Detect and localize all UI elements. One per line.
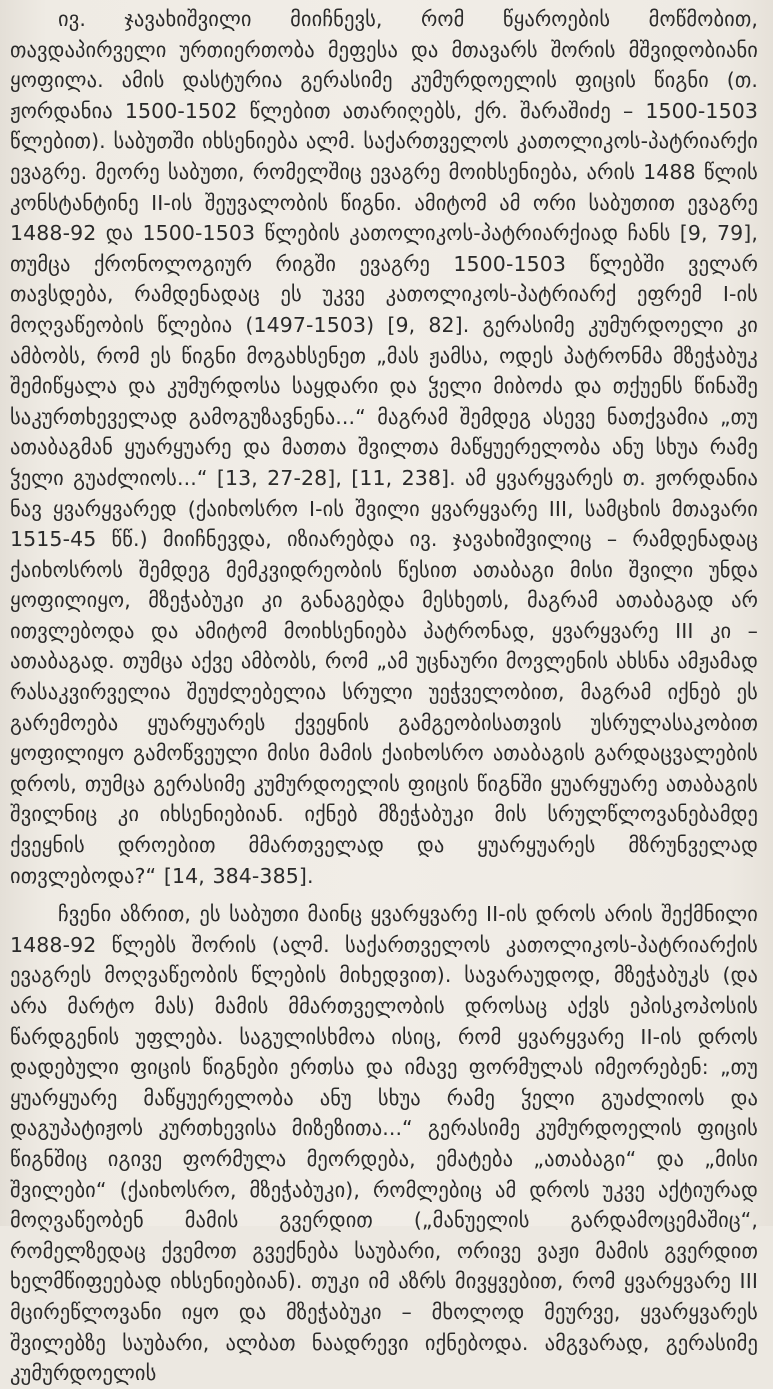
paragraph-2: ჩვენი აზრით, ეს საბუთი მაინც ყვარყვარე II-ის დროს არის შექმნილი 1488-92 წლებს შორის (ალმ. საქართველოს კათოლიკოს-პატრიარქის ევაგრეს მოღვაწეობის წლების მიხედვით). სავარაუდოდ, მზეჭაბუკს (და არა მარტო მას) მამის მმართველობის დროსაც აქვს ეპისკოპოსის წარდგენის უფლება. საგულისხმოა ისიც, რომ ყვარყვარე II-ის დროს დადებული ფიცის წიგნები ერთსა და იმავე ფორმულას იმეორებენ: „თუ ყუარყუარე მაწყუერელობა ანუ სხუა რამე ჴელი გუაძლიოს და დაგუპატიჟოს კურთხევისა მიზეზითა...“ გერასიმე კუმურდოელის ფიცის წიგნშიც იგივე ფორმულა მეორდება, ემატება „ათაბაგი“ და „მისი შვილები“ (ქაიხოსრო, მზეჭაბუკი), რომლებიც ამ დროს უკვე აქტიურად მოღვაწეობენ მამის გვერდით („მანუელის გარდამოცემაშიც“, რომელზედაც ქვემოთ გვექნება საუბარი, ორივე ვაჟი მამის გვერდით ხელმწიფეებად იხსენიებიან). თუკი იმ აზრს მივყვებით, რომ ყვარყვარე III მცირეწლოვანი იყო და მზეჭაბუკი – მხოლოდ მეურვე, ყვარყვარეს შვილებზე საუბარი, ალბათ ნაადრევი იქნებოდა. ამგვარად, გერასიმე კუმურდოელის bbox=[10, 902, 758, 1386]
paragraph-1: ივ. ჯავახიშვილი მიიჩნევს, რომ წყაროების მოწმობით, თავდაპირველი ურთიერთობა მეფესა და მთავარს შორის მშვიდობიანი ყოფილა. ამის დასტურია გერასიმე კუმურდოელის ფიცის წიგნი (თ. ჟორდანია 1500-1502 წლებით ათარიღებს, ქრ. შარაშიძე – 1500-1503 წლებით). საბუთში იხსენიება ალმ. საქართველოს კათოლიკოს-პატრიარქი ევაგრე. მეორე საბუთი, რომელშიც ევაგრე მოიხსენიება, არის 1488 წლის კონსტანტინე II-ის შეუვალობის წიგნი. ამიტომ ამ ორი საბუთით ევაგრე 1488-92 და 1500-1503 წლების კათოლიკოს-პატრიარქიად ჩანს [9, 79], თუმცა ქრონოლოგიურ რიგში ევაგრე 1500-1503 წლებში ველარ თავსდება, რამდენადაც ეს უკვე კათოლიკოს-პატრიარქ ეფრემ I-ის მოღვაწეობის წლებია (1497-1503) [9, 82]. გერასიმე კუმურდოელი კი ამბობს, რომ ეს წიგნი მოგახსენეთ „მას ჟამსა, ოდეს პატრონმა მზეჭაბუკ შემიწყალა და კუმურდოსა საყდარი და ჴელი მიბოძა და თქუენს წინაშე საკურთხეველად გამოგუზავნენა...“ მაგრამ შემდეგ ასევე ნათქვამია „თუ ათაბაგმან ყუარყუარე და მათთა შვილთა მაწყუერელობა ანუ სხუა რამე ჴელი გუაძლიოს...“ [13, 27-28], [11, 238]. ამ ყვარყვარეს თ. ჟორდანია ნავ ყვარყვარედ (ქაიხოსრო I-ის შვილი ყვარყვარე III, სამცხის მთავარი 1515-45 წწ.) მიიჩნევდა, იზიარებდა ივ. ჯავახიშვილიც – რამდენადაც ქაიხოსროს შემდეგ მემკვიდრეობის წესით ათაბაგი მისი შვილი უნდა ყოფილიყო, მზეჭაბუკი კი განაგებდა მესხეთს, მაგრამ ათაბაგად არ ითვლებოდა და ამიტომ მოიხსენიება პატრონად, ყვარყვარე III კი – ათაბაგად. თუმცა აქვე ამბობს, რომ „ამ უცნაური მოვლენის ახსნა ამჟამად რასაკვირველია შეუძლებელია სრული უეჭველობით, მაგრამ იქნებ ეს გარემოება ყუარყუარეს ქვეყნის გამგეობისათვის უსრულასაკობით ყოფილიყო გამოწვეული მისი მამის ქაიხოსრო ათაბაგის გარდაცვალების დროს, თუმცა გერასიმე კუმურდოელის ფიცის წიგნში ყუარყუარე ათაბაგის შვილნიც კი იხსენიებიან. იქნებ მზეჭაბუკი მის სრულწლოვანებამდე ქვეყნის დროებით მმართველად და ყუარყუარეს მზრუნველად ითვლებოდა?“ [14, 384-385]. bbox=[10, 7, 758, 888]
body-text bbox=[10, 4, 758, 1389]
